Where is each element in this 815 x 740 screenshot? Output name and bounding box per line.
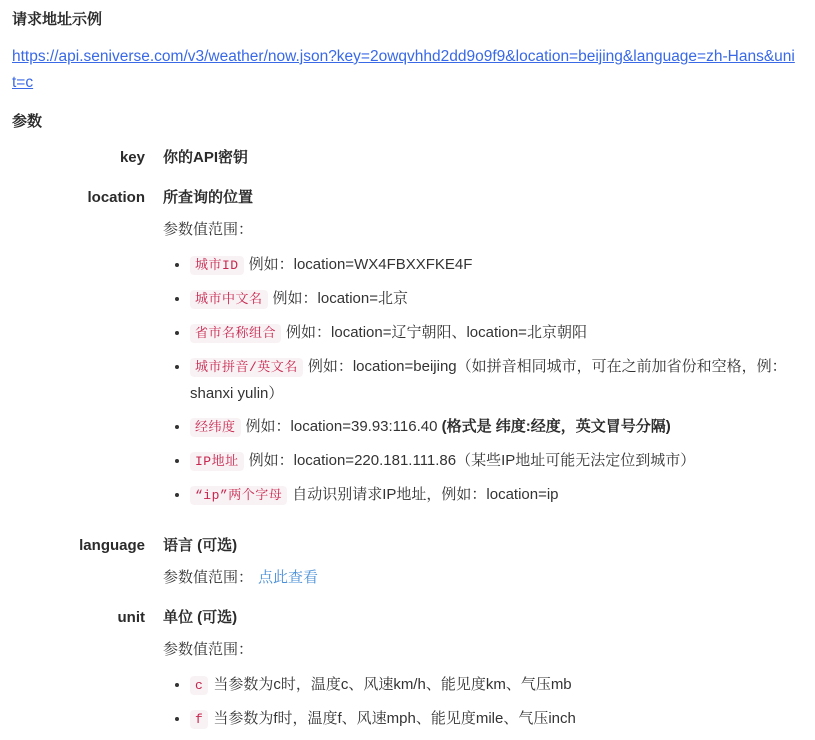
unit-value-list xyxy=(163,672,801,733)
list-item xyxy=(190,482,801,509)
range-label-location: 参数值范围： xyxy=(163,221,254,238)
view-languages-link[interactable]: 点此查看 xyxy=(258,569,319,586)
list-item-text: 当参数为f时，温度f、风速mph、能见度mile、气压inch xyxy=(213,710,576,727)
list-item xyxy=(190,448,801,475)
param-name-language: language xyxy=(79,537,145,554)
api-doc-page xyxy=(12,8,801,740)
list-item xyxy=(190,354,801,407)
list-item-text: 例如：location=220.181.111.86（某些IP地址可能无法定位到城市） xyxy=(248,452,696,469)
range-line-language xyxy=(163,568,801,588)
list-item-text: 例如：location=北京 xyxy=(272,290,408,307)
list-item xyxy=(190,414,801,441)
param-row-key xyxy=(12,148,801,168)
code-badge: 城市拼音/英文名 xyxy=(190,358,303,377)
code-badge: c xyxy=(190,676,208,695)
param-body-key xyxy=(163,148,801,168)
code-badge: 城市中文名 xyxy=(190,290,268,309)
list-item-bold-note: (格式是 纬度:经度，英文冒号分隔) xyxy=(441,418,671,435)
param-name-location: location xyxy=(87,189,145,206)
param-row-language xyxy=(12,536,801,588)
list-item-text: 例如：location=辽宁朝阳、location=北京朝阳 xyxy=(286,324,587,341)
param-row-location xyxy=(12,188,801,516)
list-item xyxy=(190,706,801,733)
param-desc-unit: 单位 (可选) xyxy=(163,609,238,626)
list-item-text: 当参数为c时，温度c、风速km/h、能见度km、气压mb xyxy=(213,676,572,693)
param-desc-location: 所查询的位置 xyxy=(163,189,254,206)
range-label-language: 参数值范围： xyxy=(163,569,254,586)
list-item-text: 自动识别请求IP地址，例如：location=ip xyxy=(292,486,559,503)
param-desc-key: 你的API密钥 xyxy=(163,149,249,166)
list-item xyxy=(190,286,801,313)
location-value-list xyxy=(163,252,801,509)
code-badge: 城市ID xyxy=(190,256,244,275)
param-body-language xyxy=(163,536,801,588)
params-heading: 参数 xyxy=(12,113,43,130)
list-item-text: 例如：location=39.93:116.40 xyxy=(245,418,438,435)
range-label-unit: 参数值范围： xyxy=(163,641,254,658)
code-badge: IP地址 xyxy=(190,452,244,471)
page-title: 请求地址示例 xyxy=(12,11,103,28)
code-badge: “ip”两个字母 xyxy=(190,486,287,505)
param-desc-language: 语言 (可选) xyxy=(163,537,238,554)
list-item xyxy=(190,252,801,279)
param-row-unit xyxy=(12,608,801,740)
param-name-key: key xyxy=(119,149,145,166)
list-item xyxy=(190,320,801,347)
list-item-text: 例如：location=beijing（如拼音相同城市，可在之前加省份和空格，例：shanxi yulin） xyxy=(190,358,787,402)
code-badge: f xyxy=(190,710,208,729)
param-name-unit: unit xyxy=(117,609,145,626)
code-badge: 经纬度 xyxy=(190,418,241,437)
param-body-unit xyxy=(163,608,801,740)
list-item-text: 例如：location=WX4FBXXFKE4F xyxy=(248,256,473,273)
list-item xyxy=(190,672,801,699)
api-url-link[interactable]: https://api.seniverse.com/v3/weather/now.json?key=2owqvhhd2dd9o9f9&location=beijing&language=zh-Hans&unit=c xyxy=(12,48,795,91)
param-body-location xyxy=(163,188,801,516)
code-badge: 省市名称组合 xyxy=(190,324,281,343)
